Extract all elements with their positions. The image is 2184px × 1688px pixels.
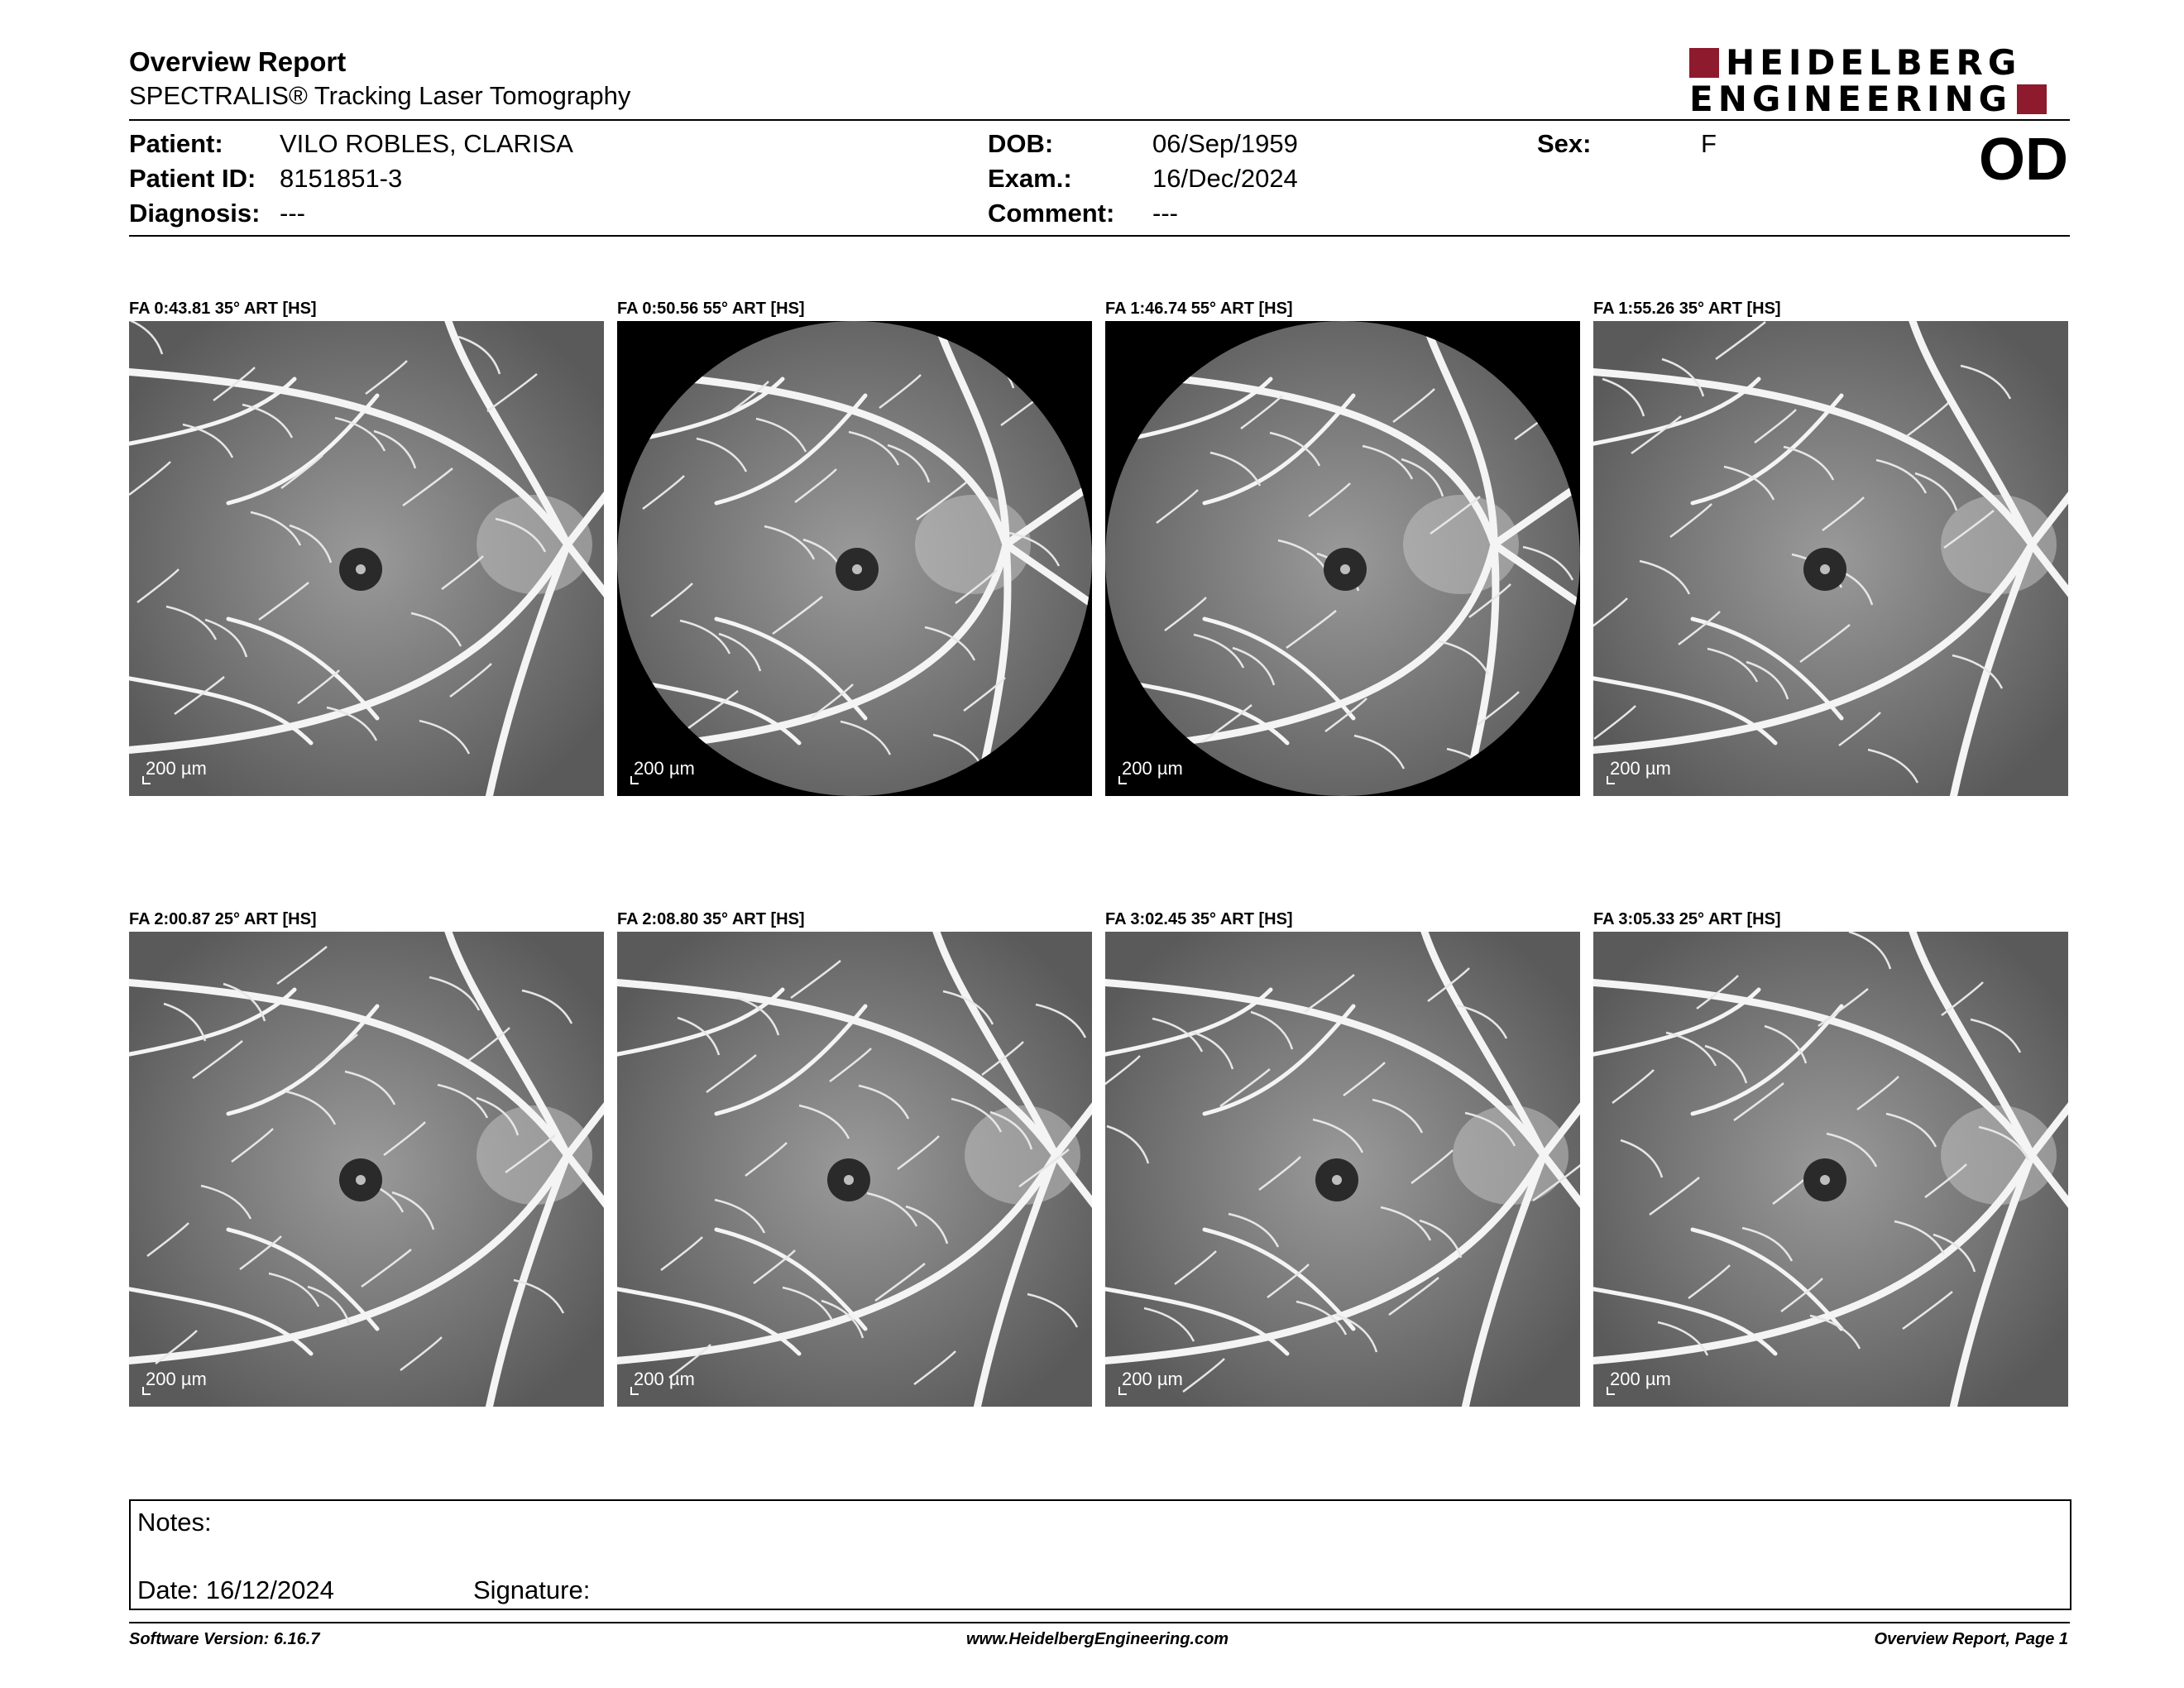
image-label: FA 0:50.56 55° ART [HS] <box>617 300 805 318</box>
scale-corner-icon <box>1118 776 1127 784</box>
scale-corner-icon <box>142 1387 151 1395</box>
angiography-image[interactable] <box>617 932 1092 1407</box>
scale-corner-icon <box>1607 776 1615 784</box>
scale-bar <box>1610 758 1671 779</box>
scale-corner-icon <box>1607 1387 1615 1395</box>
scale-bar <box>1122 1369 1183 1390</box>
logo-square-icon <box>2017 84 2047 114</box>
scale-label: 200 µm <box>1610 1369 1671 1389</box>
angiography-image[interactable] <box>1593 932 2068 1407</box>
image-label: FA 3:02.45 35° ART [HS] <box>1105 910 1293 928</box>
scale-corner-icon <box>630 1387 639 1395</box>
angiography-image[interactable] <box>129 321 604 796</box>
sex-label: Sex: <box>1537 129 1592 158</box>
image-label: FA 2:08.80 35° ART [HS] <box>617 910 805 928</box>
scale-label: 200 µm <box>634 758 695 779</box>
diagnosis-value: --- <box>280 199 305 228</box>
report-title: Overview Report <box>129 46 347 77</box>
scale-corner-icon <box>142 776 151 784</box>
signature-label: Signature: <box>473 1575 591 1604</box>
scale-label: 200 µm <box>1610 758 1671 779</box>
heidelberg-logo <box>1689 42 2070 119</box>
exam-label: Exam.: <box>988 164 1072 193</box>
patient-divider <box>129 235 2070 237</box>
dob-label: DOB: <box>988 129 1054 158</box>
scale-label: 200 µm <box>1122 1369 1183 1389</box>
logo-line1: HEIDELBERG <box>1726 42 2022 83</box>
dob-value: 06/Sep/1959 <box>1152 129 1298 158</box>
report-subtitle: SPECTRALIS® Tracking Laser Tomography <box>129 81 631 110</box>
footer-divider <box>129 1622 2070 1623</box>
sex-value: F <box>1701 129 1717 158</box>
image-label: FA 1:46.74 55° ART [HS] <box>1105 300 1293 318</box>
logo-square-icon <box>1689 48 1719 78</box>
date-label: Date: 16/12/2024 <box>137 1575 334 1604</box>
notes-label: Notes: <box>137 1508 212 1537</box>
eye-indicator: OD <box>1979 127 2068 193</box>
image-label: FA 2:00.87 25° ART [HS] <box>129 910 317 928</box>
scale-corner-icon <box>630 776 639 784</box>
angiography-image[interactable] <box>129 932 604 1407</box>
logo-line2: ENGINEERING <box>1689 79 2013 119</box>
scale-bar <box>634 758 695 779</box>
scale-bar <box>634 1369 695 1390</box>
patient-label: Patient: <box>129 129 223 158</box>
scale-label: 200 µm <box>146 1369 207 1389</box>
header-divider <box>129 119 2070 121</box>
angiography-image[interactable] <box>1105 932 1580 1407</box>
exam-value: 16/Dec/2024 <box>1152 164 1298 193</box>
comment-label: Comment: <box>988 199 1115 228</box>
software-version: Software Version: 6.16.7 <box>129 1630 320 1648</box>
scale-label: 200 µm <box>634 1369 695 1389</box>
image-label: FA 1:55.26 35° ART [HS] <box>1593 300 1781 318</box>
website: www.HeidelbergEngineering.com <box>966 1630 1229 1648</box>
image-label: FA 3:05.33 25° ART [HS] <box>1593 910 1781 928</box>
diagnosis-label: Diagnosis: <box>129 199 261 228</box>
patient-id: 8151851-3 <box>280 164 403 193</box>
notes-box <box>129 1499 2071 1610</box>
comment-value: --- <box>1152 199 1178 228</box>
scale-corner-icon <box>1118 1387 1127 1395</box>
scale-bar <box>1610 1369 1671 1390</box>
scale-label: 200 µm <box>1122 758 1183 779</box>
scale-bar <box>1122 758 1183 779</box>
patient-name: VILO ROBLES, CLARISA <box>280 129 573 158</box>
scale-bar <box>146 758 207 779</box>
angiography-image[interactable] <box>1593 321 2068 796</box>
image-label: FA 0:43.81 35° ART [HS] <box>129 300 317 318</box>
angiography-image[interactable] <box>1105 321 1580 796</box>
scale-bar <box>146 1369 207 1390</box>
page-number: Overview Report, Page 1 <box>1874 1630 2068 1648</box>
patient-id-label: Patient ID: <box>129 164 256 193</box>
scale-label: 200 µm <box>146 758 207 779</box>
angiography-image[interactable] <box>617 321 1092 796</box>
